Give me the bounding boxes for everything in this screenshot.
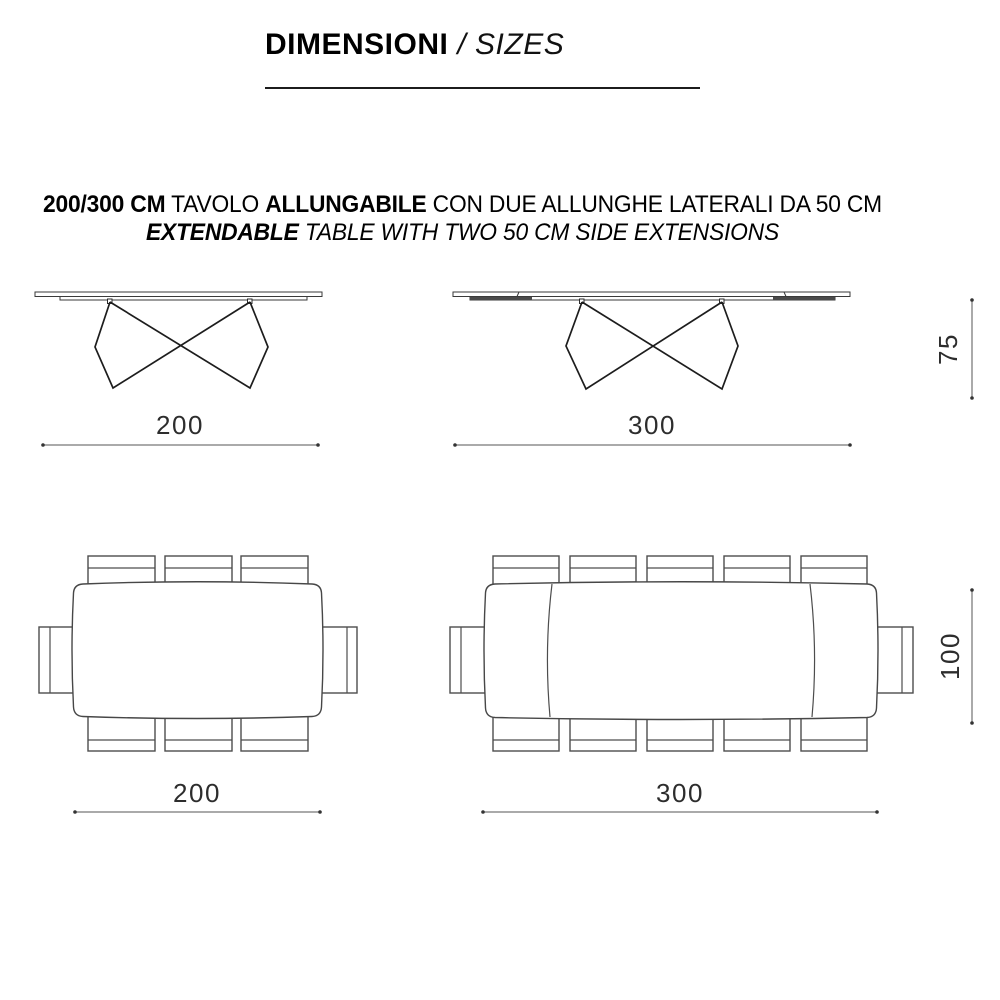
dimension-line-side-300 xyxy=(453,443,852,447)
desc-extensions: TABLE WITH TWO 50 CM SIDE EXTENSIONS xyxy=(298,219,779,246)
extension-rail xyxy=(470,297,532,300)
dimension-label-side-200: 200 xyxy=(156,410,204,440)
extension-rail xyxy=(773,297,835,300)
dimension-line-depth-100 xyxy=(970,588,974,725)
desc-tavolo: TAVOLO xyxy=(165,191,266,218)
dimension-line-height-75 xyxy=(970,298,974,400)
dimension-label-side-300: 300 xyxy=(628,410,676,440)
table-leg xyxy=(566,302,722,389)
table-side-view-200 xyxy=(35,292,322,388)
tabletop-frame xyxy=(60,297,307,301)
desc-size-range: 200/300 CM xyxy=(43,191,166,218)
dimension-label-depth-100: 100 xyxy=(935,632,965,680)
dimension-line-top-200 xyxy=(73,810,322,814)
desc-allungabile: ALLUNGABILE xyxy=(265,191,427,218)
desc-allunghe: CON DUE ALLUNGHE LATERALI DA 50 CM xyxy=(426,191,882,218)
tabletop-plan xyxy=(484,582,878,720)
tabletop-plan xyxy=(72,582,323,719)
tabletop-side xyxy=(35,292,322,297)
table-leg xyxy=(95,302,250,388)
dimension-label-top-300: 300 xyxy=(656,778,704,808)
title-italian: DIMENSIONI xyxy=(265,28,449,61)
table-side-view-300 xyxy=(453,292,850,389)
desc-extendable: EXTENDABLE xyxy=(146,219,299,246)
dimension-line-top-300 xyxy=(481,810,879,814)
table-top-view-200 xyxy=(39,556,357,751)
tabletop-side xyxy=(453,292,850,297)
dimension-line-side-200 xyxy=(41,443,320,447)
dimension-label-top-200: 200 xyxy=(173,778,221,808)
dimension-label-height-75: 75 xyxy=(933,333,963,365)
table-top-view-300 xyxy=(450,556,913,751)
title-english: / SIZES xyxy=(457,28,565,61)
